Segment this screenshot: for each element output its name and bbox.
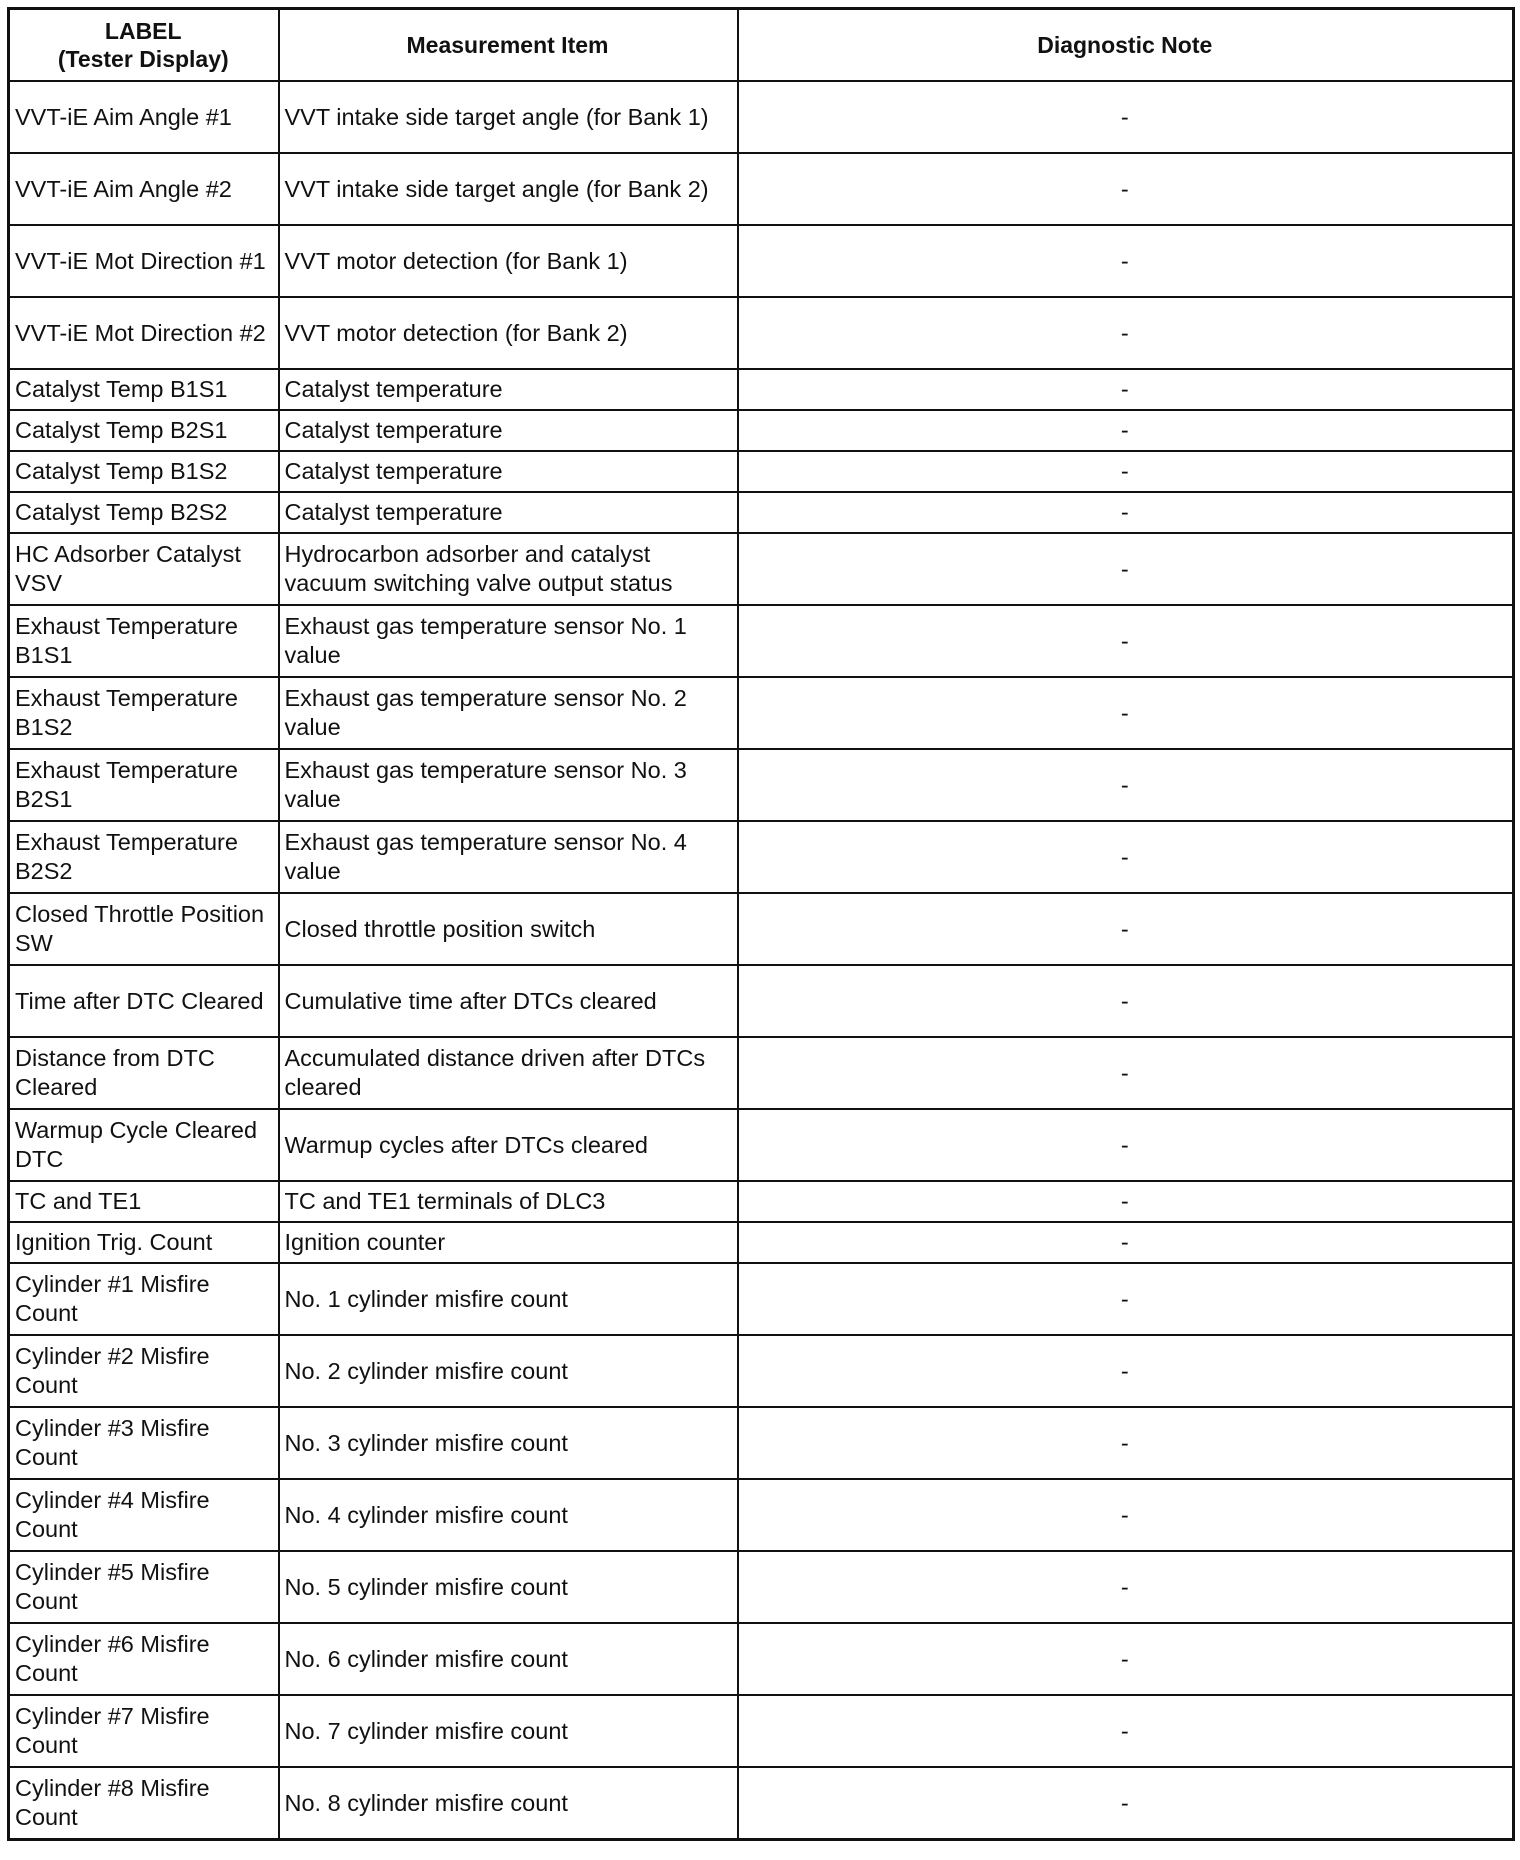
label-cell: HC Adsorber Catalyst VSV <box>9 533 279 605</box>
table-row <box>9 492 1514 533</box>
measurement-cell: Exhaust gas temperature sensor No. 3 value <box>279 749 738 821</box>
label-cell: Cylinder #1 Misfire Count <box>9 1263 279 1335</box>
label-cell: Catalyst Temp B2S2 <box>9 492 279 533</box>
note-cell: - <box>738 893 1514 965</box>
label-cell: TC and TE1 <box>9 1181 279 1222</box>
table-row <box>9 893 1514 965</box>
table-row <box>9 605 1514 677</box>
note-cell: - <box>738 492 1514 533</box>
label-cell: VVT-iE Aim Angle #2 <box>9 153 279 225</box>
label-cell: Cylinder #7 Misfire Count <box>9 1695 279 1767</box>
note-cell: - <box>738 153 1514 225</box>
table-row <box>9 533 1514 605</box>
measurement-cell: No. 4 cylinder misfire count <box>279 1479 738 1551</box>
measurement-cell: Catalyst temperature <box>279 369 738 410</box>
label-cell: Cylinder #3 Misfire Count <box>9 1407 279 1479</box>
note-cell: - <box>738 1181 1514 1222</box>
label-cell: Catalyst Temp B2S1 <box>9 410 279 451</box>
measurement-cell: Accumulated distance driven after DTCs cleared <box>279 1037 738 1109</box>
measurement-cell: Exhaust gas temperature sensor No. 4 value <box>279 821 738 893</box>
measurement-cell: VVT intake side target angle (for Bank 1) <box>279 81 738 153</box>
note-cell: - <box>738 821 1514 893</box>
table-row <box>9 1767 1514 1840</box>
table-row <box>9 1222 1514 1263</box>
label-cell: Cylinder #8 Misfire Count <box>9 1767 279 1840</box>
measurement-cell: No. 6 cylinder misfire count <box>279 1623 738 1695</box>
table-row <box>9 1623 1514 1695</box>
label-cell: Cylinder #5 Misfire Count <box>9 1551 279 1623</box>
data-list-table-container <box>7 7 1512 1841</box>
header-label-line2: (Tester Display) <box>57 46 229 72</box>
label-cell: Exhaust Temperature B2S1 <box>9 749 279 821</box>
table-row <box>9 821 1514 893</box>
note-cell: - <box>738 677 1514 749</box>
label-cell: VVT-iE Mot Direction #1 <box>9 225 279 297</box>
table-row <box>9 677 1514 749</box>
table-row <box>9 225 1514 297</box>
note-cell: - <box>738 451 1514 492</box>
table-row <box>9 1109 1514 1181</box>
measurement-cell: No. 7 cylinder misfire count <box>279 1695 738 1767</box>
measurement-cell: VVT intake side target angle (for Bank 2) <box>279 153 738 225</box>
label-cell: Catalyst Temp B1S2 <box>9 451 279 492</box>
table-row <box>9 965 1514 1037</box>
table-row <box>9 81 1514 153</box>
measurement-cell: Catalyst temperature <box>279 492 738 533</box>
table-row <box>9 1407 1514 1479</box>
table-row <box>9 1479 1514 1551</box>
note-cell: - <box>738 410 1514 451</box>
label-cell: Time after DTC Cleared <box>9 965 279 1037</box>
header-note: Diagnostic Note <box>738 9 1514 82</box>
table-row <box>9 1551 1514 1623</box>
note-cell: - <box>738 1695 1514 1767</box>
measurement-cell: No. 8 cylinder misfire count <box>279 1767 738 1840</box>
table-row <box>9 451 1514 492</box>
header-label-line1: LABEL <box>104 18 182 44</box>
measurement-cell: Cumulative time after DTCs cleared <box>279 965 738 1037</box>
note-cell: - <box>738 749 1514 821</box>
data-list-table <box>7 7 1515 1841</box>
label-cell: VVT-iE Aim Angle #1 <box>9 81 279 153</box>
measurement-cell: Catalyst temperature <box>279 410 738 451</box>
label-cell: Distance from DTC Cleared <box>9 1037 279 1109</box>
label-cell: Closed Throttle Position SW <box>9 893 279 965</box>
label-cell: Exhaust Temperature B1S1 <box>9 605 279 677</box>
measurement-cell: No. 2 cylinder misfire count <box>279 1335 738 1407</box>
measurement-cell: TC and TE1 terminals of DLC3 <box>279 1181 738 1222</box>
note-cell: - <box>738 1222 1514 1263</box>
measurement-cell: No. 1 cylinder misfire count <box>279 1263 738 1335</box>
note-cell: - <box>738 1335 1514 1407</box>
table-row <box>9 153 1514 225</box>
label-cell: Catalyst Temp B1S1 <box>9 369 279 410</box>
measurement-cell: Exhaust gas temperature sensor No. 1 value <box>279 605 738 677</box>
measurement-cell: Warmup cycles after DTCs cleared <box>279 1109 738 1181</box>
note-cell: - <box>738 533 1514 605</box>
header-measurement: Measurement Item <box>279 9 738 82</box>
note-cell: - <box>738 965 1514 1037</box>
measurement-cell: Exhaust gas temperature sensor No. 2 value <box>279 677 738 749</box>
header-label <box>9 9 279 82</box>
note-cell: - <box>738 1479 1514 1551</box>
label-cell: Cylinder #6 Misfire Count <box>9 1623 279 1695</box>
table-row <box>9 410 1514 451</box>
table-row <box>9 1037 1514 1109</box>
note-cell: - <box>738 81 1514 153</box>
label-cell: VVT-iE Mot Direction #2 <box>9 297 279 369</box>
label-cell: Ignition Trig. Count <box>9 1222 279 1263</box>
note-cell: - <box>738 1109 1514 1181</box>
table-row <box>9 1695 1514 1767</box>
measurement-cell: No. 5 cylinder misfire count <box>279 1551 738 1623</box>
measurement-cell: No. 3 cylinder misfire count <box>279 1407 738 1479</box>
note-cell: - <box>738 1407 1514 1479</box>
measurement-cell: Ignition counter <box>279 1222 738 1263</box>
header-row <box>9 9 1514 82</box>
table-row <box>9 369 1514 410</box>
note-cell: - <box>738 1037 1514 1109</box>
table-row <box>9 297 1514 369</box>
note-cell: - <box>738 605 1514 677</box>
measurement-cell: Closed throttle position switch <box>279 893 738 965</box>
note-cell: - <box>738 1767 1514 1840</box>
note-cell: - <box>738 225 1514 297</box>
label-cell: Cylinder #2 Misfire Count <box>9 1335 279 1407</box>
label-cell: Cylinder #4 Misfire Count <box>9 1479 279 1551</box>
note-cell: - <box>738 297 1514 369</box>
label-cell: Warmup Cycle Cleared DTC <box>9 1109 279 1181</box>
measurement-cell: VVT motor detection (for Bank 2) <box>279 297 738 369</box>
table-row <box>9 749 1514 821</box>
table-row <box>9 1263 1514 1335</box>
note-cell: - <box>738 1623 1514 1695</box>
note-cell: - <box>738 1551 1514 1623</box>
note-cell: - <box>738 369 1514 410</box>
label-cell: Exhaust Temperature B1S2 <box>9 677 279 749</box>
table-row <box>9 1181 1514 1222</box>
measurement-cell: Hydrocarbon adsorber and catalyst vacuum switching valve output status <box>279 533 738 605</box>
label-cell: Exhaust Temperature B2S2 <box>9 821 279 893</box>
measurement-cell: Catalyst temperature <box>279 451 738 492</box>
table-row <box>9 1335 1514 1407</box>
note-cell: - <box>738 1263 1514 1335</box>
measurement-cell: VVT motor detection (for Bank 1) <box>279 225 738 297</box>
